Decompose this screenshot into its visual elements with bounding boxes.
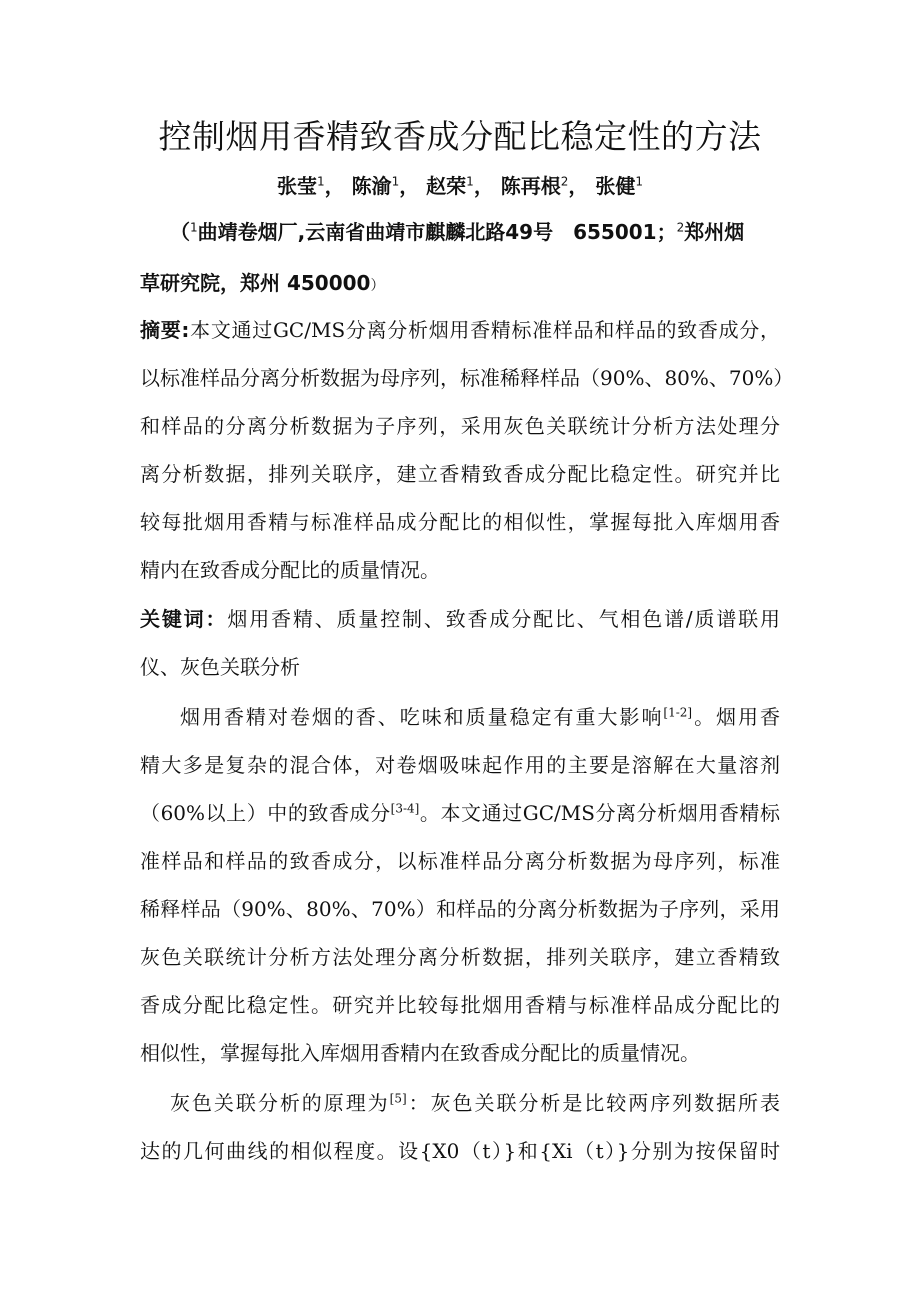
abstract-line: 较每批烟用香精与标准样品成分配比的相似性，掌握每批入库烟用香 (140, 510, 780, 534)
author-name: 张健 (595, 174, 636, 198)
affiliation-line-2: 草研究院，郑州 450000） (140, 271, 385, 295)
body-paragraph-line: 烟用香精对卷烟的香、吃味和质量稳定有重大影响[1-2]。烟用香 (180, 705, 781, 729)
author-affiliation-mark: 1 (466, 174, 474, 189)
citation: [5] (389, 1091, 407, 1106)
keywords-line: 仪、灰色关联分析 (140, 655, 300, 679)
keywords-line: 关键词：烟用香精、质量控制、致香成分配比、气相色谱/质谱联用 (140, 607, 781, 631)
body-paragraph-line: 精大多是复杂的混合体，对卷烟吸味起作用的主要是溶解在大量溶剂 (140, 753, 780, 777)
author-affiliation-mark: 1 (391, 174, 400, 189)
abstract-line: 精内在致香成分配比的质量情况。 (140, 558, 440, 582)
citation: [1-2] (663, 705, 693, 720)
author-affiliation-mark: 2 (560, 174, 569, 189)
author-name: 张莹 (276, 174, 317, 198)
author-name: 赵荣 (426, 174, 467, 198)
paper-title: 控制烟用香精致香成分配比稳定性的方法 (158, 117, 762, 156)
citation: [3-4] (390, 801, 420, 816)
body-paragraph-line: 灰色关联分析的原理为[5]：灰色关联分析是比较两序列数据所表 (170, 1091, 781, 1115)
author-list: 张莹$^1$， 陈渝$^1$， 赵荣$^1$， 陈再根$^2$， 张健$^1$ (276, 174, 644, 198)
body-paragraph-line: 香成分配比稳定性。研究并比较每批烟用香精与标准样品成分配比的 (140, 993, 780, 1017)
body-paragraph-line: （60%以上）中的致香成分[3-4]。本文通过GC/MS分离分析烟用香精标 (140, 801, 780, 825)
body-paragraph-line: 相似性，掌握每批入库烟用香精内在致香成分配比的质量情况。 (140, 1041, 700, 1065)
body-paragraph-line: 稀释样品（90%、80%、70%）和样品的分离分析数据为子序列，采用 (140, 897, 780, 921)
abstract-line: 离分析数据，排列关联序，建立香精致香成分配比稳定性。研究并比 (140, 462, 780, 486)
body-paragraph-line: 灰色关联统计分析方法处理分离分析数据，排列关联序，建立香精致 (140, 945, 780, 969)
body-paragraph-line: 达的几何曲线的相似程度。设{X0（t）}和{Xi（t）}分别为按保留时 (140, 1139, 780, 1163)
author-name: 陈再根 (500, 174, 561, 198)
abstract-line: 和样品的分离分析数据为子序列，采用灰色关联统计分析方法处理分 (140, 414, 780, 438)
abstract-line: 摘要:本文通过GC/MS分离分析烟用香精标准样品和样品的致香成分， (140, 318, 781, 342)
author-affiliation-mark: 1 (316, 174, 325, 189)
affiliation-line-1: （$^1$曲靖卷烟厂,云南省曲靖市麒麟北路49号 655001；$^2$郑州烟 (170, 220, 745, 244)
author-affiliation-mark: 1 (635, 174, 644, 189)
keywords-label: 关键词： (140, 607, 228, 631)
abstract-label: 摘要: (140, 318, 190, 342)
body-paragraph-line: 准样品和样品的致香成分，以标准样品分离分析数据为母序列，标准 (140, 849, 780, 873)
abstract-line: 以标准样品分离分析数据为母序列，标准稀释样品（90%、80%、70%） (140, 366, 794, 390)
author-name: 陈渝 (351, 174, 392, 198)
